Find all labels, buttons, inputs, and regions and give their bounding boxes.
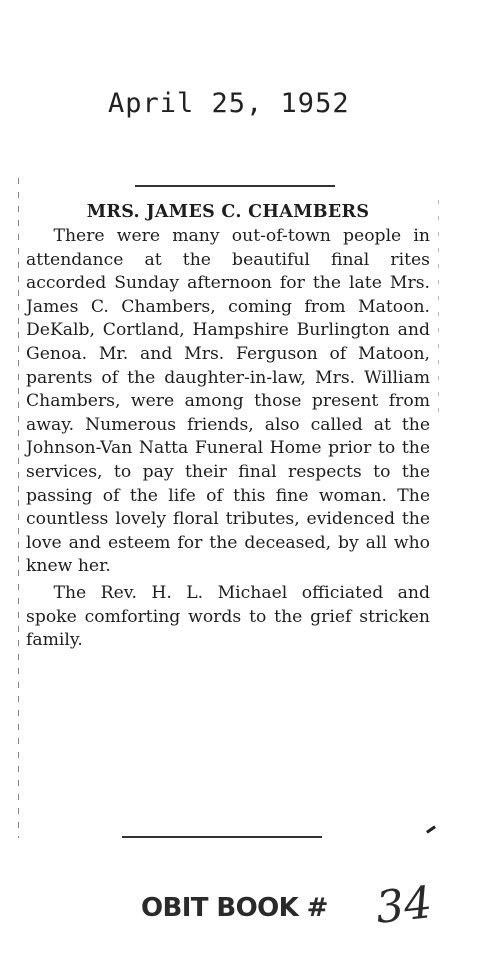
obit-book-label: OBIT BOOK # [141, 893, 328, 923]
clipping-date: April 25, 1952 [108, 88, 350, 119]
obit-book-number: 34 [373, 877, 435, 934]
bottom-rule [122, 836, 322, 838]
clipping-left-edge [18, 178, 19, 838]
ink-mark [426, 825, 436, 833]
clipping-right-edge [438, 200, 439, 420]
top-rule [135, 185, 335, 187]
headline: MRS. JAMES C. CHAMBERS [86, 202, 370, 222]
paragraph-2: The Rev. H. L. Michael officiated and spoke comforting words to the grief stricken family. [26, 582, 430, 651]
obituary-article [26, 200, 430, 653]
paragraph-1: There were many out-of-town people in attendance at the beautiful final rites accorded Sunday afternoon for the late Mrs. James C. Chambers, coming from Matoon. DeKalb, Cortland, Hampshire Burlington and Genoa. Mr. and Mrs. Ferguson of Matoon, parents of the daughter-in-law, Mrs. William Chambers, were among those present from away. Numerous friends, also called at the Johnson-Van Natta Funeral Home prior to the services, to pay their final respects to the passing of the life of this fine woman. The countless lovely floral tributes, evidenced the love and esteem for the deceased, by all who knew her. [26, 226, 430, 577]
